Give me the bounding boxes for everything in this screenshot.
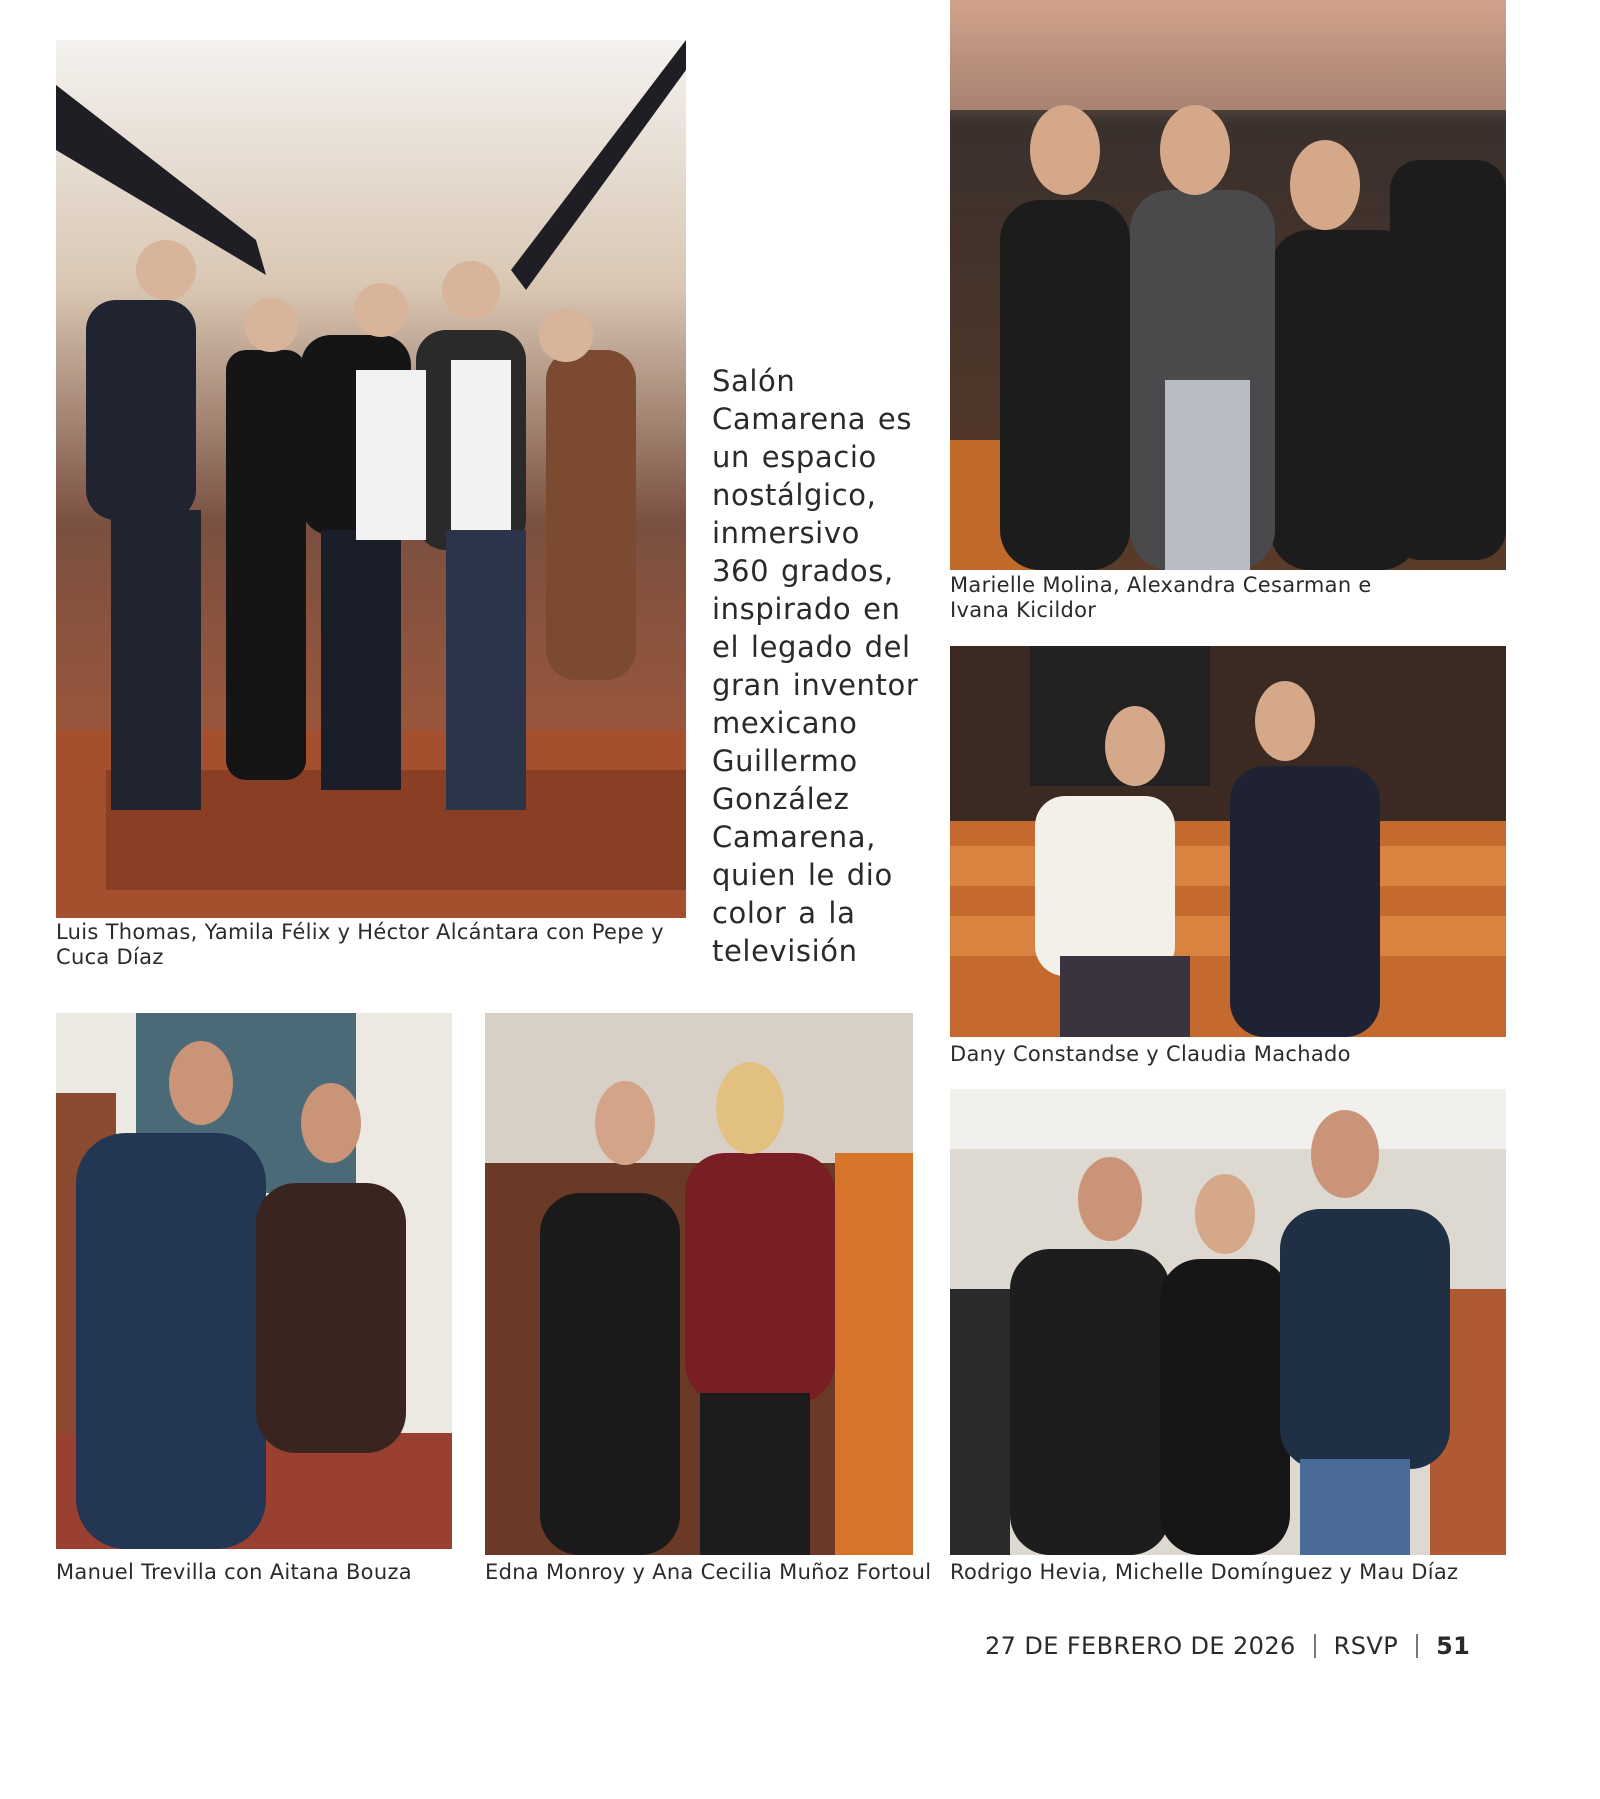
- event-photo-two-women-seated: [950, 646, 1506, 1037]
- event-photo-couple-1: [56, 1013, 452, 1549]
- photo-caption-6: Rodrigo Hevia, Michelle Domínguez y Mau Díaz: [950, 1560, 1459, 1584]
- event-photo-two-women-standing: [485, 1013, 913, 1555]
- footer-divider: [1416, 1634, 1418, 1658]
- article-blurb: Salón Camarena es un espacio nostálgico, inmersivo 360 grados, inspirado en el legado del gran inventor mexicano Guillermo González Camarena, quien le dio color a la televisión: [712, 364, 919, 968]
- photo-caption-1: Luis Thomas, Yamila Félix y Héctor Alcántara con Pepe y Cuca Díaz: [56, 920, 664, 969]
- photo-caption-2: Marielle Molina, Alexandra Cesarman e Ivana Kicildor: [950, 573, 1372, 622]
- issue-date: 27 DE FEBRERO DE 2026: [985, 1632, 1296, 1660]
- magazine-name: RSVP: [1333, 1632, 1399, 1660]
- event-photo-trio: [950, 1089, 1506, 1555]
- photo-caption-3: Dany Constandse y Claudia Machado: [950, 1042, 1351, 1066]
- photo-caption-4: Manuel Trevilla con Aitana Bouza: [56, 1560, 412, 1584]
- page-footer: [985, 1632, 1470, 1660]
- page-number: 51: [1436, 1632, 1471, 1660]
- footer-divider: [1314, 1634, 1316, 1658]
- event-photo-group-stage: [56, 40, 686, 918]
- event-photo-three-women: [950, 0, 1506, 570]
- photo-caption-5: Edna Monroy y Ana Cecilia Muñoz Fortoul: [485, 1560, 932, 1584]
